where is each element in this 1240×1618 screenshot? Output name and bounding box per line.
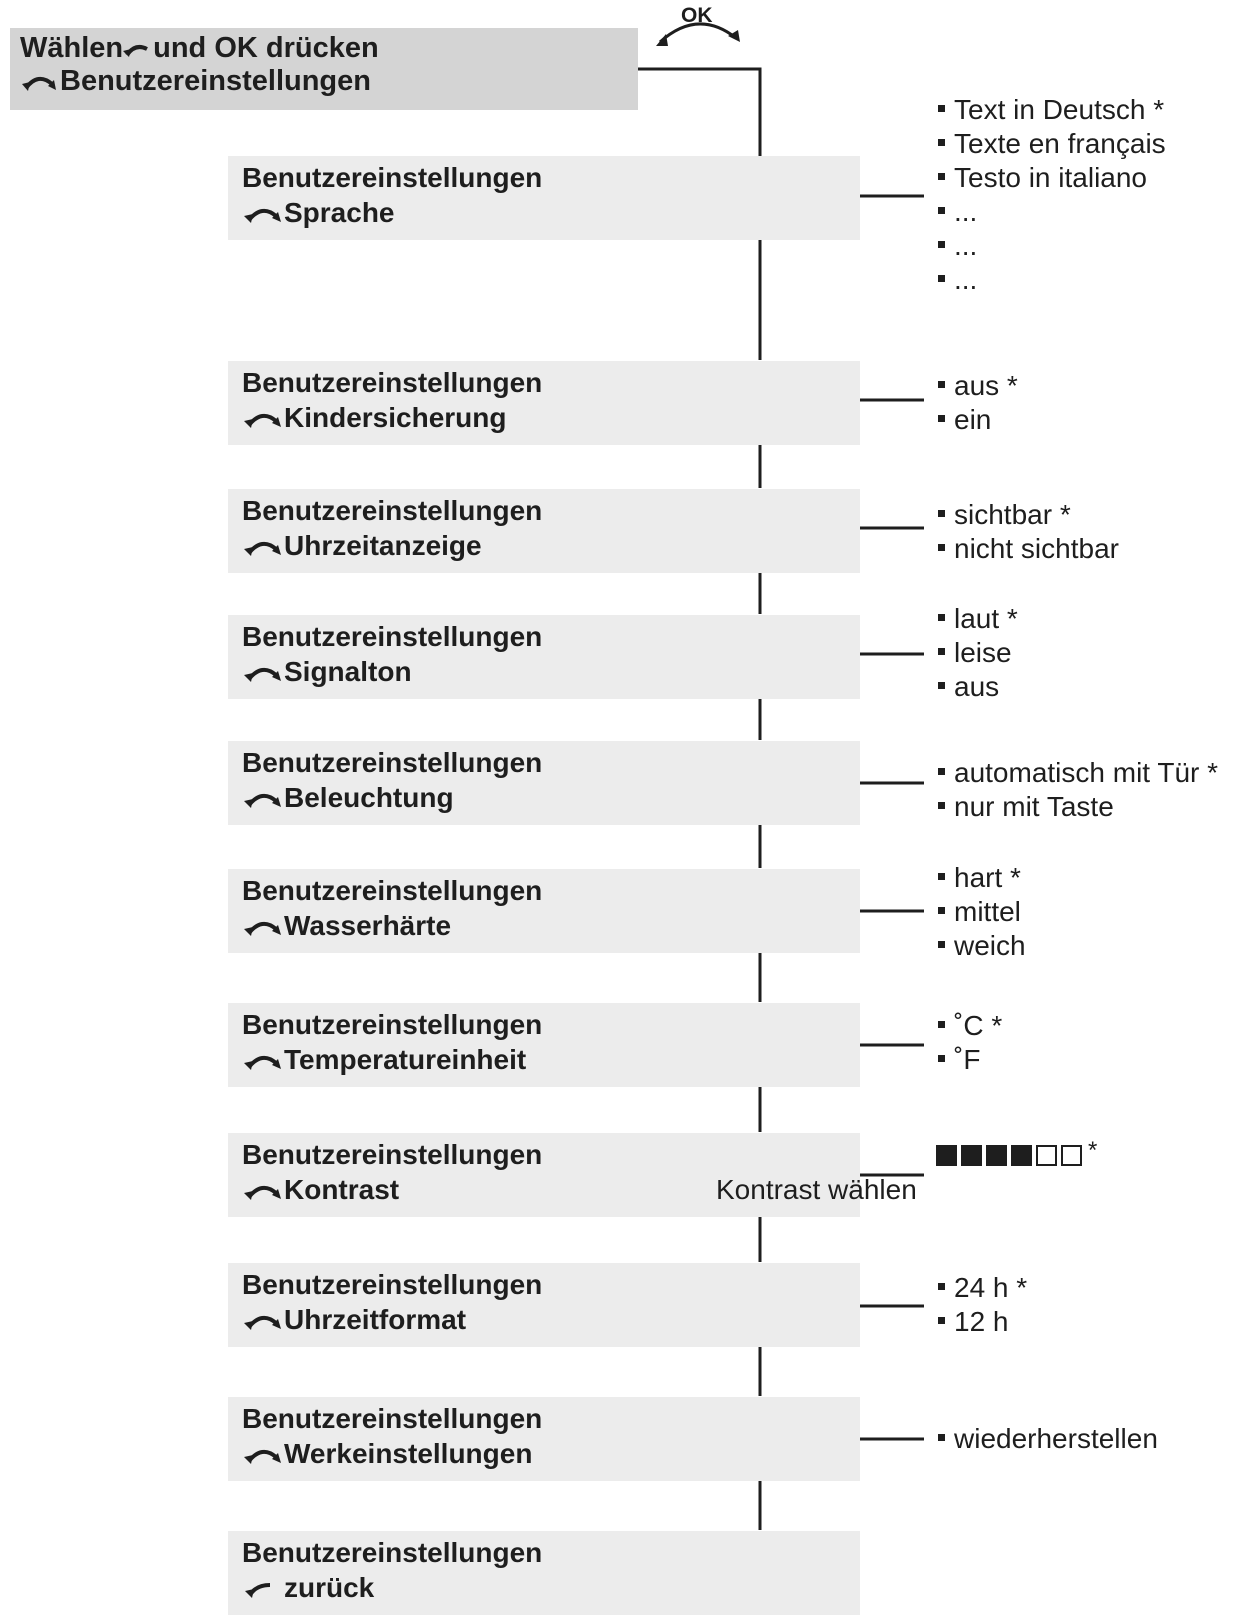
contrast-square-filled: [986, 1145, 1007, 1166]
rotary-knob-icon: [242, 661, 284, 683]
option-item: laut *: [938, 602, 1018, 636]
header-instruction: [20, 32, 638, 65]
header-menu-name: [20, 65, 638, 98]
option-item: ...: [938, 263, 1166, 297]
box-title: Benutzereinstellungen: [242, 367, 543, 398]
option-item: aus *: [938, 369, 1018, 403]
option-item: nicht sichtbar: [938, 532, 1119, 566]
box-item: [242, 908, 860, 944]
box-item-label: Signalton: [284, 656, 412, 687]
header-instruction-text-start: Wählen: [20, 32, 124, 64]
option-item: Texte en français: [938, 127, 1166, 161]
box-title: Benutzereinstellungen: [242, 875, 543, 906]
box-item: [242, 195, 860, 231]
box-item-label: Werkeinstellungen: [284, 1438, 533, 1469]
option-item: Text in Deutsch *: [938, 93, 1166, 127]
options-uhrzeitanzeige: [938, 498, 1119, 566]
box-title: Benutzereinstellungen: [242, 747, 543, 778]
options-temperatureinheit: [938, 1009, 1002, 1077]
box-note: Kontrast wählen: [716, 1174, 917, 1205]
box-title: Benutzereinstellungen: [242, 1403, 543, 1434]
contrast-square-filled: [961, 1145, 982, 1166]
box-item-label: Uhrzeitformat: [284, 1304, 467, 1335]
option-item: nur mit Taste: [938, 790, 1218, 824]
contrast-square-empty: [1061, 1145, 1082, 1166]
menu-box-uhrzeitanzeige[interactable]: [228, 489, 860, 573]
box-item: [242, 1570, 860, 1606]
options-signalton: [938, 602, 1018, 704]
options-sprache: [938, 93, 1166, 297]
menu-box-werkeinstellungen[interactable]: [228, 1397, 860, 1481]
box-item: [242, 1302, 860, 1338]
option-item: ˚F: [938, 1043, 1002, 1077]
option-item: mittel: [938, 895, 1026, 929]
box-item: [242, 654, 860, 690]
box-item: [242, 780, 860, 816]
options-wasserhaerte: [938, 861, 1026, 963]
box-title: Benutzereinstellungen: [242, 1009, 543, 1040]
contrast-square-filled: [1011, 1145, 1032, 1166]
box-item: [242, 1436, 860, 1472]
option-item: ...: [938, 195, 1166, 229]
header-menu-label: Benutzereinstellungen: [60, 65, 371, 97]
box-title: Benutzereinstellungen: [242, 621, 543, 652]
menu-header: [10, 28, 638, 110]
option-item: aus: [938, 670, 1018, 704]
option-item: ...: [938, 229, 1166, 263]
contrast-square-empty: [1036, 1145, 1057, 1166]
contrast-level-indicator: [936, 1137, 1098, 1166]
menu-box-temperatureinheit[interactable]: [228, 1003, 860, 1087]
menu-box-sprache[interactable]: [228, 156, 860, 240]
options-uhrzeitformat: [938, 1271, 1027, 1339]
option-item: 12 h: [938, 1305, 1027, 1339]
option-item: ˚C *: [938, 1009, 1002, 1043]
rotary-knob-icon: [242, 1179, 284, 1201]
box-item-label: Beleuchtung: [284, 782, 454, 813]
rotary-knob-icon: [242, 407, 284, 429]
rotary-knob-icon: [20, 70, 60, 92]
box-item: [242, 528, 860, 564]
rotary-knob-icon: [123, 37, 153, 59]
options-werkeinstellungen: [938, 1422, 1158, 1456]
menu-box-kontrast[interactable]: [228, 1133, 917, 1217]
ok-label: OK: [681, 4, 713, 27]
options-kindersicherung: [938, 369, 1018, 437]
menu-box-beleuchtung[interactable]: [228, 741, 860, 825]
box-item: [242, 1042, 860, 1078]
option-item: ein: [938, 403, 1018, 437]
menu-box-wasserhärte[interactable]: [228, 869, 860, 953]
box-item-label: Wasserhärte: [284, 910, 452, 941]
rotary-knob-icon: [242, 1049, 284, 1071]
box-item-label: Kindersicherung: [284, 402, 507, 433]
rotary-knob-icon: [242, 1443, 284, 1465]
box-title: Benutzereinstellungen: [242, 162, 543, 193]
option-item: 24 h *: [938, 1271, 1027, 1305]
option-item: Testo in italiano: [938, 161, 1166, 195]
rotary-knob-icon: [242, 787, 284, 809]
options-beleuchtung: [938, 756, 1218, 824]
box-item-label: Temperatureinheit: [284, 1044, 527, 1075]
box-title: Benutzereinstellungen: [242, 495, 543, 526]
rotary-knob-icon: [242, 1309, 284, 1331]
box-item-label: Kontrast: [284, 1174, 400, 1205]
box-item: [242, 400, 860, 436]
option-item: sichtbar *: [938, 498, 1119, 532]
contrast-square-filled: [936, 1145, 957, 1166]
header-instruction-text-end: und OK drücken: [153, 32, 379, 64]
menu-box-uhrzeitformat[interactable]: [228, 1263, 860, 1347]
box-item-label: Uhrzeitanzeige: [284, 530, 482, 561]
menu-box-signalton[interactable]: [228, 615, 860, 699]
menu-box-zurück[interactable]: [228, 1531, 860, 1615]
option-item: automatisch mit Tür *: [938, 756, 1218, 790]
option-item: wiederherstellen: [938, 1422, 1158, 1456]
box-title: Benutzereinstellungen: [242, 1139, 543, 1170]
box-title: Benutzereinstellungen: [242, 1269, 543, 1300]
option-item: leise: [938, 636, 1018, 670]
option-item: weich: [938, 929, 1026, 963]
rotary-knob-icon: [242, 535, 284, 557]
box-item-label: Sprache: [284, 197, 395, 228]
menu-box-kindersicherung[interactable]: [228, 361, 860, 445]
rotary-knob-icon: [242, 202, 284, 224]
rotary-knob-icon: [242, 915, 284, 937]
box-item: [242, 1172, 917, 1208]
back-arrow-icon: [242, 1577, 284, 1599]
option-item: hart *: [938, 861, 1026, 895]
box-title: Benutzereinstellungen: [242, 1537, 543, 1568]
default-marker: *: [1088, 1137, 1098, 1164]
box-item-label: zurück: [284, 1572, 375, 1603]
